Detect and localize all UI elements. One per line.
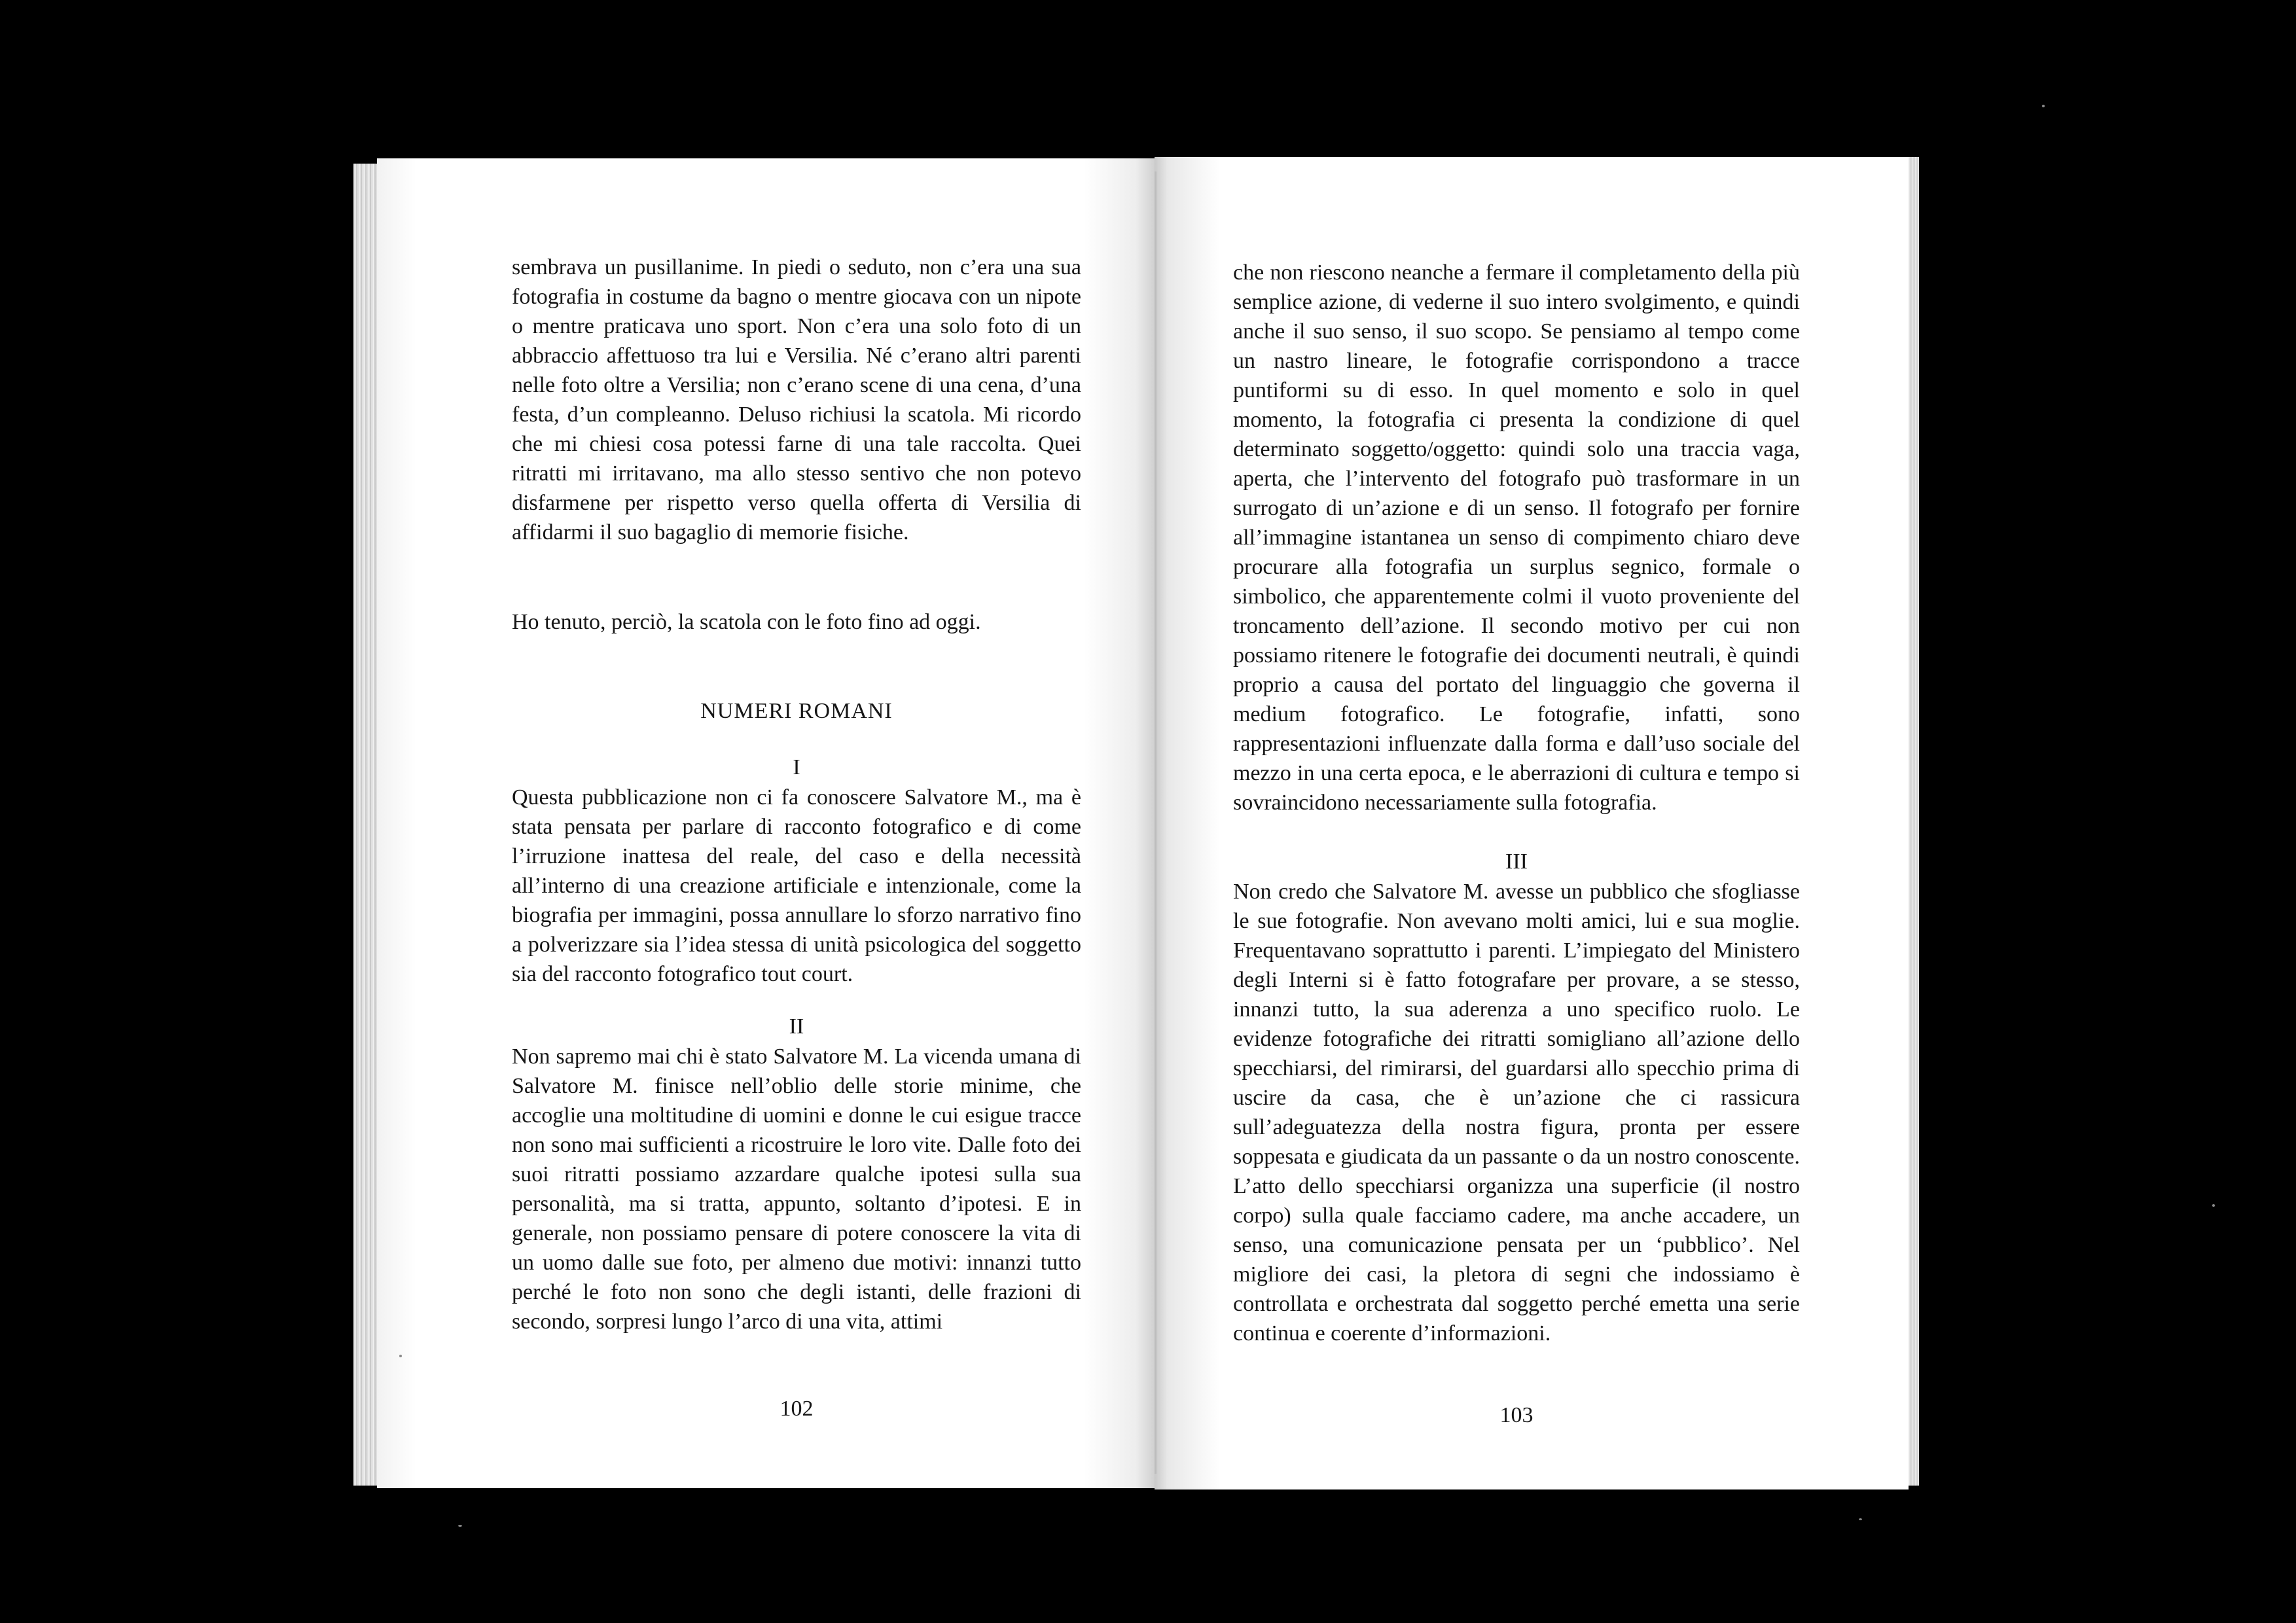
- dust-speck: [399, 1355, 402, 1357]
- section-3-text: Non credo che Salvatore M. avesse un pubblico che sfogliasse le sue fotografie. Non avevano molti amici, lui e sua moglie. Frequentavano soprattutto i parenti. L’impiegato del Ministero degli Interni si è fatto fotografare per provare, a se stesso, innanzi tutto, la sua aderenza a uno specifico ruolo. Le evidenze fotografiche dei ritratti somigliano all’azione dello specchiarsi, del rimirarsi, del guardarsi allo specchio prima di uscire da casa, che è un’azione che ci rassicura sull’adeguatezza della nostra figura, pronta per essere soppesata e giudicata da un passante o da un nostro conoscente. L’atto dello specchiarsi organizza una superficie (il nostro corpo) sulla quale facciamo cadere, ma anche accadere, un senso, una comunicazione pensata per un ‘pubblico’. Nel migliore dei casi, la pletora di segni che indossiamo è controllata e orchestrata dal soggetto perché emetta una serie continua e coerente d’informazioni.: [1233, 880, 1800, 1346]
- dust-speck: [1859, 1518, 1862, 1520]
- section-2-body: [512, 1042, 1081, 1336]
- section-number-1: I: [793, 755, 800, 779]
- left-paragraph-1: [512, 253, 1081, 547]
- dust-speck: [458, 1525, 462, 1527]
- section-number-3: III: [1505, 849, 1528, 874]
- left-paragraph-1-text: sembrava un pusillanime. In piedi o seduto, non c’era una sua fotografia in costume da bagno o mentre giocava con un nipote o mentre praticava uno sport. Non c’era una solo foto di un abbraccio affettuoso tra lui e Versilia. Né c’erano altri parenti nelle foto oltre a Versilia; non c’erano scene di una cena, d’una festa, d’un compleanno. Deluso richiusi la scatola. Mi ricordo che mi chiesi cosa potessi farne di una tale raccolta. Quei ritratti mi irritavano, ma allo stesso sentivo che non potevo disfarmene per rispetto verso quella offerta di Versilia di affidarmi il suo bagaglio di memorie fisiche.: [512, 255, 1081, 544]
- page-number-left: 102: [780, 1397, 814, 1421]
- page-number-right: 103: [1499, 1403, 1534, 1427]
- right-paragraph-1-text: che non riescono neanche a fermare il completamento della più semplice azione, di vederne il suo intero svolgimento, e quindi anche il suo senso, il suo scopo. Se pensiamo al tempo come un nastro lineare, le fotografie corrispondono a tracce puntiformi su di esso. In quel momento e solo in quel momento, la fotografia ci presenta la condizione di quel determinato soggetto/oggetto: quindi solo una traccia vaga, aperta, che l’intervento del fotografo può trasformare in un surrogato di un’azione e di un senso. Il fotografo per fornire all’immagine istantanea un senso di compimento chiaro deve procurare alla fotografia un surplus segnico, formale o simbolico, che apparentemente colmi il vuoto proveniente del troncamento dell’azione. Il secondo motivo per cui non possiamo ritenere le fotografie dei documenti neutrali, è quindi proprio a causa del portato del linguaggio che governa il medium fotografico. Le fotografie, infatti, sono rappresentazioni influenzate dalla forma e dall’uso sociale del mezzo in una certa epoca, e le aberrazioni di cultura e tempo si sovraincidono necessariamente sulla fotografia.: [1233, 260, 1800, 815]
- section-3-body: [1233, 877, 1800, 1348]
- section-2-text: Non sapremo mai chi è stato Salvatore M. La vicenda umana di Salvatore M. finisce nell’oblio delle storie minime, che accoglie una moltitudine di uomini e donne le cui esigue tracce non sono mai sufficienti a ricostruire le loro vite. Dalle foto dei suoi ritratti possiamo azzardare qualche ipotesi sulla sua personalità, ma si tratta, appunto, soltanto d’ipotesi. E in generale, non possiamo pensare di potere conoscere la vita di un uomo dalle sue foto, per almeno due motivi: innanzi tutto perché le foto non sono che degli istanti, delle frazioni di secondo, sorpresi lungo l’arco di una vita, attimi: [512, 1044, 1081, 1334]
- dust-speck: [2042, 105, 2045, 107]
- section-number-2: II: [789, 1014, 804, 1039]
- section-1-body: [512, 783, 1081, 989]
- section-1-text: Questa pubblicazione non ci fa conoscere Salvatore M., ma è stata pensata per parlare di racconto fotografico e di come l’irruzione inattesa del reale, del caso e della necessità all’interno di una creazione artificiale e intenzionale, come la biografia per immagini, possa annullare lo sforzo narrativo fino a polverizzare sia l’idea stessa di unità psicologica del soggetto sia del racconto fotografico tout court.: [512, 785, 1081, 986]
- left-paragraph-2-text: Ho tenuto, perciò, la scatola con le foto fino ad oggi.: [512, 610, 981, 634]
- book-gutter: [1155, 171, 1157, 1474]
- left-paragraph-2: [512, 607, 1081, 637]
- section-heading: NUMERI ROMANI: [700, 699, 893, 723]
- right-paragraph-1: [1233, 258, 1800, 817]
- dust-speck: [2212, 1204, 2215, 1207]
